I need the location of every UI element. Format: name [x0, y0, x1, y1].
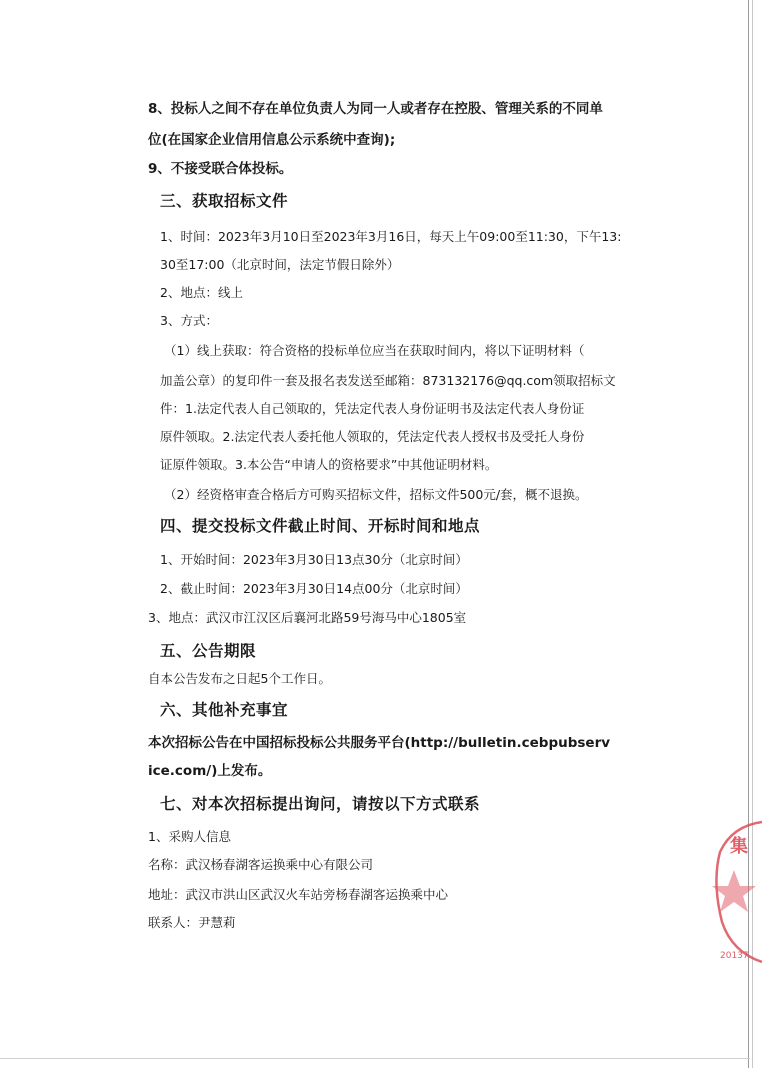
text-line: 自本公告发布之日起5个工作日。	[148, 671, 331, 686]
text-line: 加盖公章）的复印件一套及报名表发送至邮箱：873132176@qq.com领取招标文	[160, 373, 616, 388]
seal-text-bottom: 20137	[720, 951, 749, 961]
text-line: 件：1.法定代表人自己领取的，凭法定代表人身份证明书及法定代表人身份证	[160, 401, 585, 416]
text-line: 名称：武汉杨春湖客运换乘中心有限公司	[148, 857, 374, 872]
text-line: 原件领取。2.法定代表人委托他人领取的，凭法定代表人授权书及受托人身份	[160, 429, 585, 444]
text-line: 1、采购人信息	[148, 829, 231, 844]
seal-text-top: 集	[730, 836, 748, 857]
text-line: 2、地点：线上	[160, 285, 243, 300]
section-heading: 六、其他补充事宜	[160, 701, 289, 719]
text-line: 1、开始时间：2023年3月30日13点30分（北京时间）	[160, 552, 468, 567]
text-line: 证原件领取。3.本公告“申请人的资格要求”中其他证明材料。	[160, 457, 498, 472]
text-line: 3、方式：	[160, 313, 218, 328]
seal-stamp	[712, 812, 762, 972]
section-heading: 七、对本次招标提出询问，请按以下方式联系	[160, 795, 481, 813]
text-line: 位(在国家企业信用信息公示系统中查询);	[148, 132, 396, 148]
text-line: 9、不接受联合体投标。	[148, 161, 293, 177]
text-line: 地址：武汉市洪山区武汉火车站旁杨春湖客运换乘中心	[148, 887, 449, 902]
text-line: ice.com/)上发布。	[148, 763, 272, 779]
text-line: （1）线上获取：符合资格的投标单位应当在获取时间内，将以下证明材料（	[164, 343, 585, 358]
text-line: 1、时间：2023年3月10日至2023年3月16日，每天上午09:00至11:30，下午13:	[160, 229, 622, 244]
page-bottom-line	[0, 1058, 750, 1059]
text-line: （2）经资格审查合格后方可购买招标文件，招标文件500元/套，概不退换。	[164, 487, 588, 502]
text-line: 本次招标公告在中国招标投标公共服务平台(http://bulletin.cebpubserv	[148, 735, 611, 751]
section-heading: 三、获取招标文件	[160, 192, 289, 210]
text-line: 8、投标人之间不存在单位负责人为同一人或者存在控股、管理关系的不同单	[148, 101, 603, 117]
section-heading: 五、公告期限	[160, 642, 257, 660]
text-line: 30至17:00（北京时间，法定节假日除外）	[160, 257, 400, 272]
text-line: 3、地点：武汉市江汉区后襄河北路59号海马中心1805室	[148, 610, 467, 625]
text-line: 联系人：尹慧莉	[148, 915, 236, 930]
section-heading: 四、提交投标文件截止时间、开标时间和地点	[160, 517, 481, 535]
text-line: 2、截止时间：2023年3月30日14点00分（北京时间）	[160, 581, 468, 596]
